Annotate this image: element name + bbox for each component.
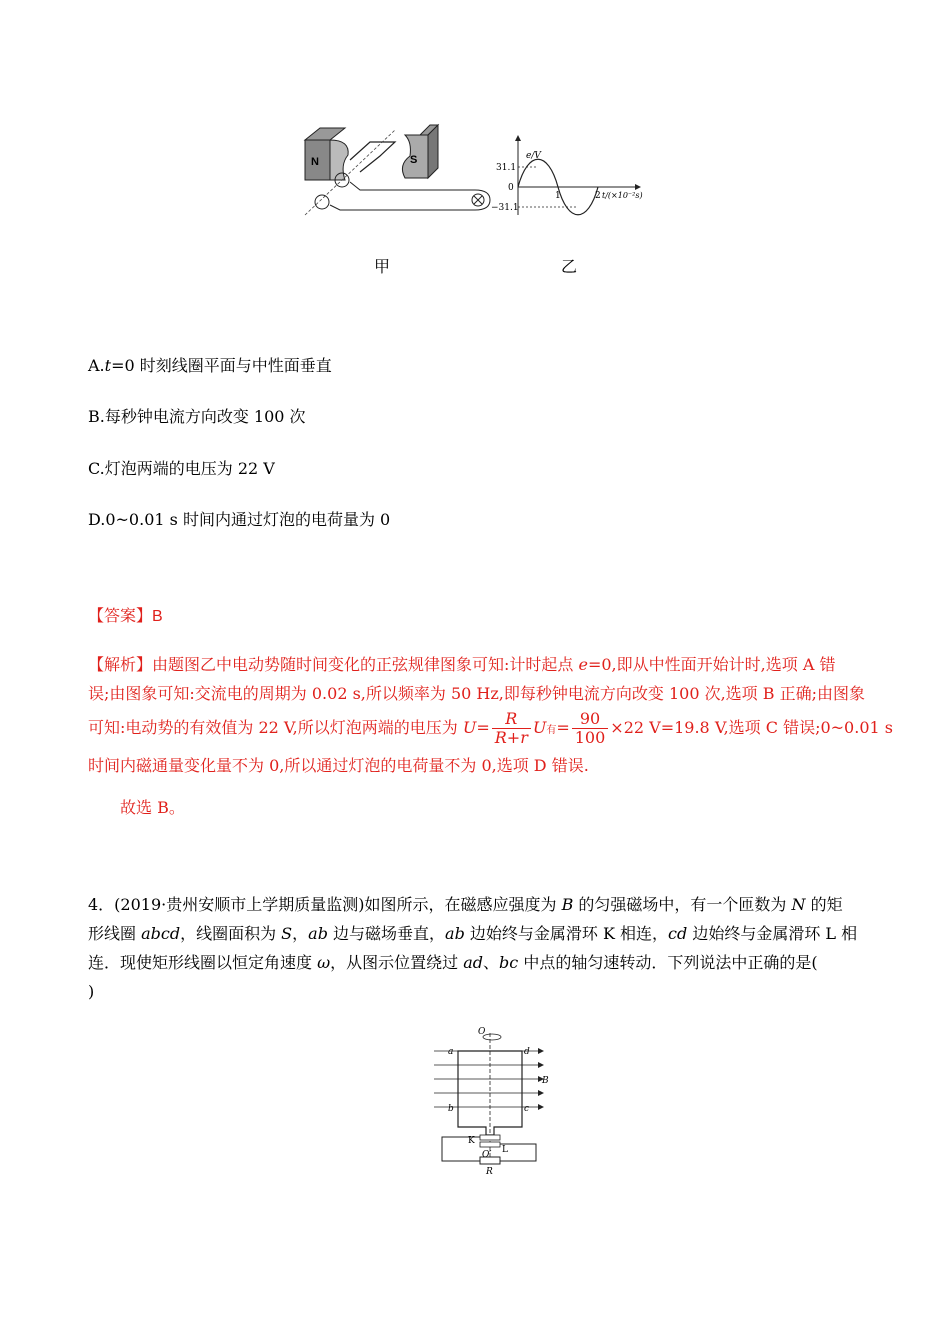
label-k: K: [468, 1136, 475, 1146]
answer-value: B: [152, 608, 163, 625]
label-c: c: [524, 1104, 530, 1114]
question-4-line-4: ): [88, 982, 95, 1001]
wire-top: [350, 182, 475, 190]
graph-y-label: e/V: [526, 151, 541, 161]
magnet-s-side: [428, 125, 438, 178]
slip-ring-k: [480, 1135, 500, 1140]
magnet-s-label: S: [410, 154, 418, 166]
question-4-line-1: 4．(2019·贵州安顺市上学期质量监测)如图所示，在磁感应强度为 B 的匀强磁场中，有一个匝数为 N 的矩: [88, 895, 843, 914]
explanation-line-3: 可知:电动势的有效值为 22 V,所以灯泡两端的电压为 U= $\frac{R}{R+r}$ U有= $\frac{90}{100}$ ×22 V=19.8 V,选项 C 错误;0~0.01 s: [88, 709, 893, 747]
rotation-arrow-icon: [483, 1034, 501, 1040]
coil-field-figure: [430, 1027, 560, 1177]
coil: [350, 142, 395, 172]
explanation-line-4: 时间内磁通量变化量不为 0,所以通过灯泡的电荷量不为 0,选项 D 错误.: [88, 756, 589, 775]
explanation: [88, 650, 893, 780]
option-c: C.灯泡两端的电压为 22 V: [88, 459, 275, 478]
explanation-line-1: 【解析】由题图乙中电动势随时间变化的正弦规律图象可知:计时起点 e=0,即从中性面开始计时,选项 A 错: [88, 655, 836, 674]
answer-label: 【答案】: [88, 606, 153, 625]
graph-y-min: −31.1: [491, 203, 519, 213]
label-a: a: [448, 1047, 454, 1057]
caption-left: 甲: [374, 257, 391, 276]
conclusion: 故选 B。: [120, 798, 185, 817]
explanation-line-2: 误;由图象可知:交流电的周期为 0.02 s,所以频率为 50 Hz,即每秒钟电流方向改变 100 次,选项 B 正确;由图象: [88, 684, 865, 703]
answer: [88, 603, 163, 626]
fraction-r: $\frac{R}{R+r}$: [492, 710, 531, 747]
label-d: d: [524, 1047, 530, 1057]
generator-figure: [300, 120, 650, 220]
label-o: O: [478, 1027, 486, 1037]
label-b-field: B: [542, 1076, 549, 1086]
graph-tick-2: 2: [595, 191, 601, 201]
question-4-line-3: 连．现使矩形线圈以恒定角速度 ω，从图示位置绕过 ad、bc 中点的轴匀速转动．下列说法中正确的是(: [88, 953, 818, 972]
graph-origin: 0: [508, 183, 514, 193]
label-r: R: [486, 1167, 493, 1177]
option-b: B.每秒钟电流方向改变 100 次: [88, 407, 306, 426]
option-d: D.0~0.01 s 时间内通过灯泡的电荷量为 0: [88, 510, 391, 529]
slip-ring-l: [480, 1142, 500, 1147]
slip-ring-2: [315, 195, 329, 209]
caption-right: 乙: [561, 257, 578, 276]
graph-y-max: 31.1: [496, 163, 517, 173]
emf-graph: [491, 135, 643, 215]
question-4: [88, 890, 868, 1006]
label-l: L: [502, 1145, 508, 1155]
fraction-90-100: $\frac{90}{100}$: [572, 710, 609, 747]
label-b: b: [448, 1104, 454, 1114]
magnet-n-top: [305, 128, 345, 140]
graph-x-label: t/(×10⁻²s): [602, 191, 643, 200]
graph-tick-1: 1: [555, 191, 561, 201]
magnet-n-label: N: [311, 156, 319, 168]
wire-bottom: [330, 205, 475, 210]
question-4-line-2: 形线圈 abcd，线圈面积为 S，ab 边与磁场垂直，ab 边始终与金属滑环 K 相连，cd 边始终与金属滑环 L 相: [88, 924, 858, 943]
label-o-prime: O′: [482, 1150, 492, 1160]
option-a: A.t=0 时刻线圈平面与中性面垂直: [88, 356, 332, 375]
